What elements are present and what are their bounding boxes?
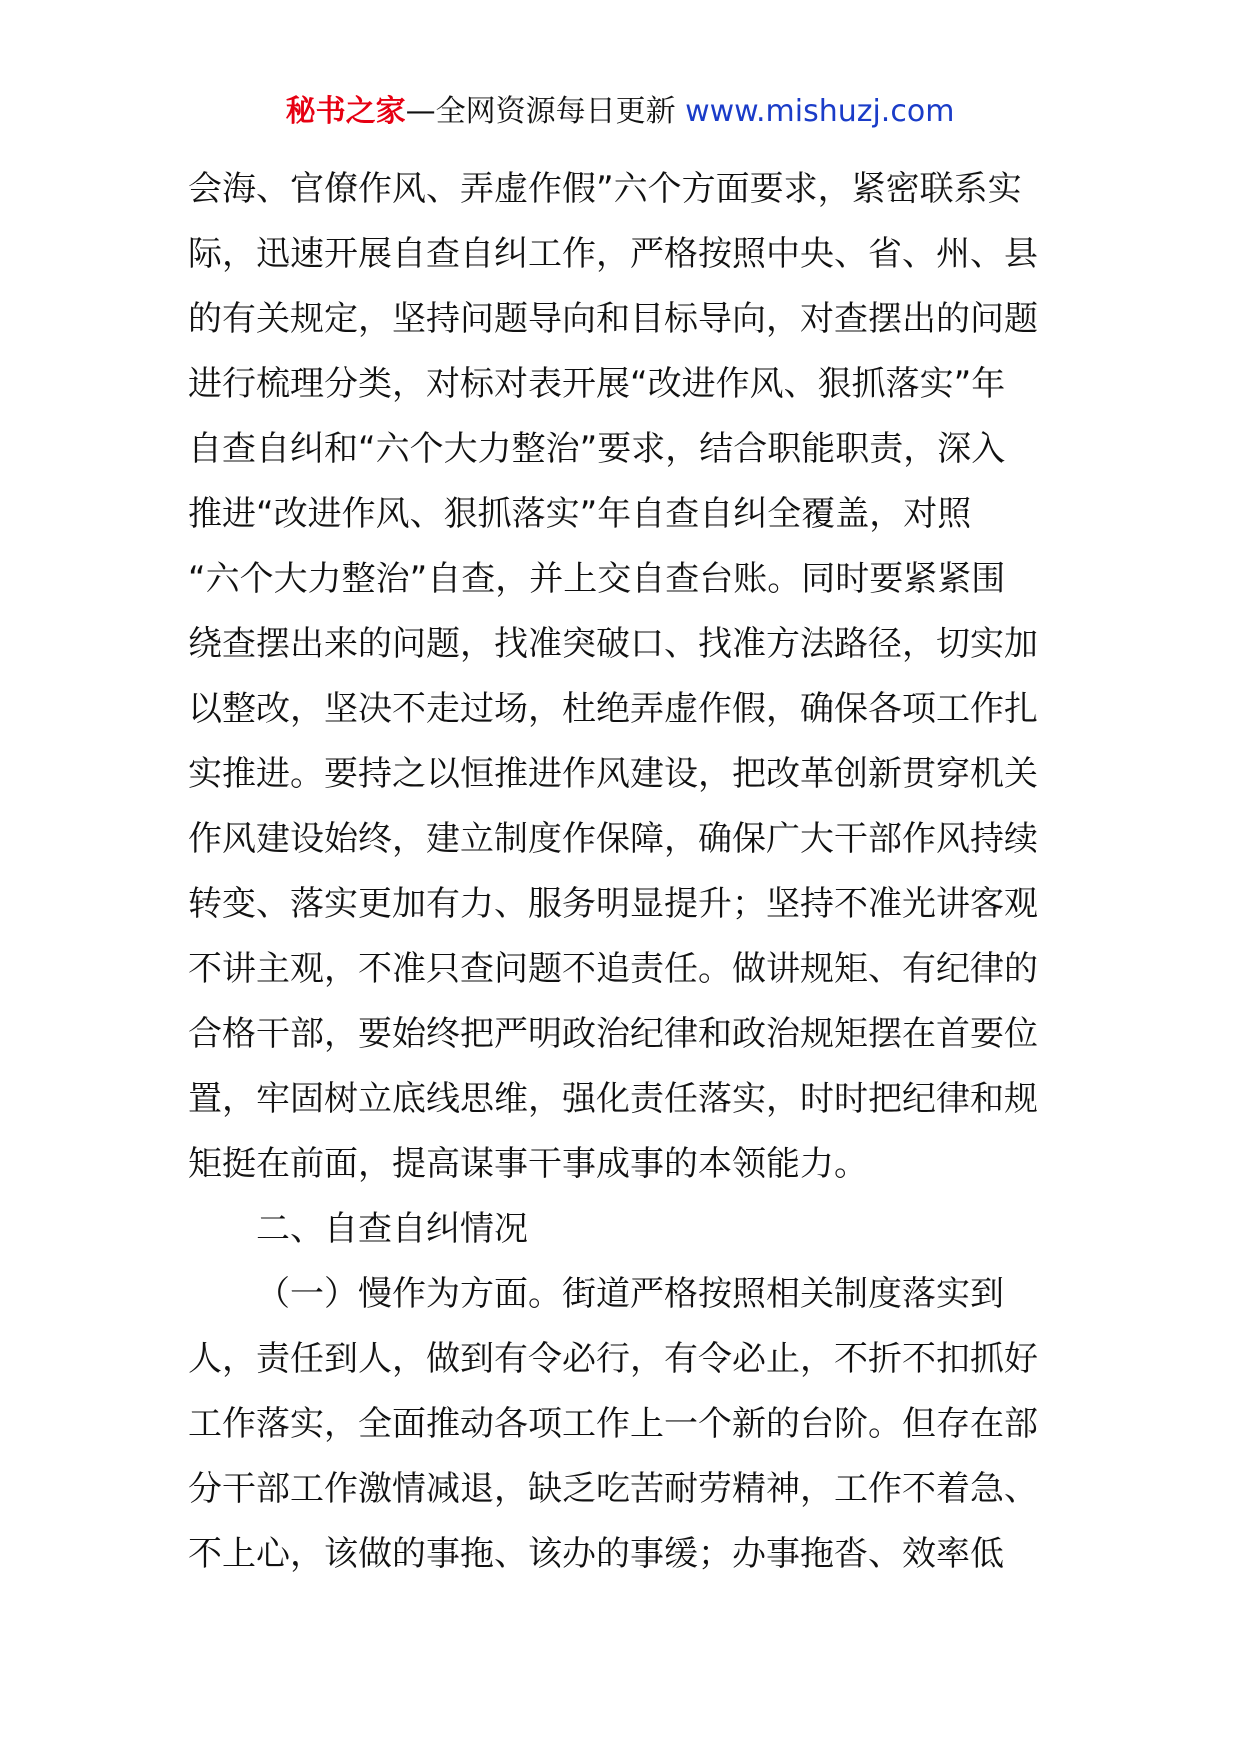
text-line: 的有关规定，坚持问题导向和目标导向，对查摆出的问题 [188,299,1038,339]
site-header [0,92,1240,132]
header-slogan: —全网资源每日更新 [405,94,676,129]
text-line: 自查自纠和“六个大力整治”要求，结合职能职责，深入 [188,429,1006,469]
text-line: 矩挺在前面，提高谋事干事成事的本领能力。 [188,1144,868,1184]
text-line: 推进“改进作风、狠抓落实”年自查自纠全覆盖，对照 [188,494,972,534]
text-line: 分干部工作激情减退，缺乏吃苦耐劳精神，工作不着急、 [188,1469,1038,1509]
text-line: 进行梳理分类，对标对表开展“改进作风、狠抓落实”年 [188,364,1006,404]
text-line: 作风建设始终，建立制度作保障，确保广大干部作风持续 [188,819,1038,859]
brand-name: 秘书之家 [285,94,406,129]
document-body [188,157,1068,1587]
text-line: 合格干部，要始终把严明政治纪律和政治规矩摆在首要位 [188,1014,1038,1054]
text-line: （一）慢作为方面。街道严格按照相关制度落实到 [256,1274,1004,1314]
text-line: 人，责任到人，做到有令必行，有令必止，不折不扣抓好 [188,1339,1038,1379]
text-line: 实推进。要持之以恒推进作风建设，把改革创新贯穿机关 [188,754,1038,794]
text-line: 置，牢固树立底线思维，强化责任落实，时时把纪律和规 [188,1079,1038,1119]
text-line: “六个大力整治”自查，并上交自查台账。同时要紧紧围 [188,559,1006,599]
text-line: 会海、官僚作风、弄虚作假”六个方面要求，紧密联系实 [188,169,1022,209]
text-line: 不讲主观，不准只查问题不追责任。做讲规矩、有纪律的 [188,949,1038,989]
text-line: 以整改，坚决不走过场，杜绝弄虚作假，确保各项工作扎 [188,689,1038,729]
section-heading: 二、自查自纠情况 [256,1209,528,1249]
site-url[interactable]: www.mishuzj.com [675,94,955,129]
text-line: 不上心，该做的事拖、该办的事缓；办事拖沓、效率低 [188,1534,1004,1574]
text-line: 工作落实，全面推动各项工作上一个新的台阶。但存在部 [188,1404,1038,1444]
text-line: 际，迅速开展自查自纠工作，严格按照中央、省、州、县 [188,234,1038,274]
text-line: 转变、落实更加有力、服务明显提升；坚持不准光讲客观 [188,884,1038,924]
text-line: 绕查摆出来的问题，找准突破口、找准方法路径，切实加 [188,624,1038,664]
